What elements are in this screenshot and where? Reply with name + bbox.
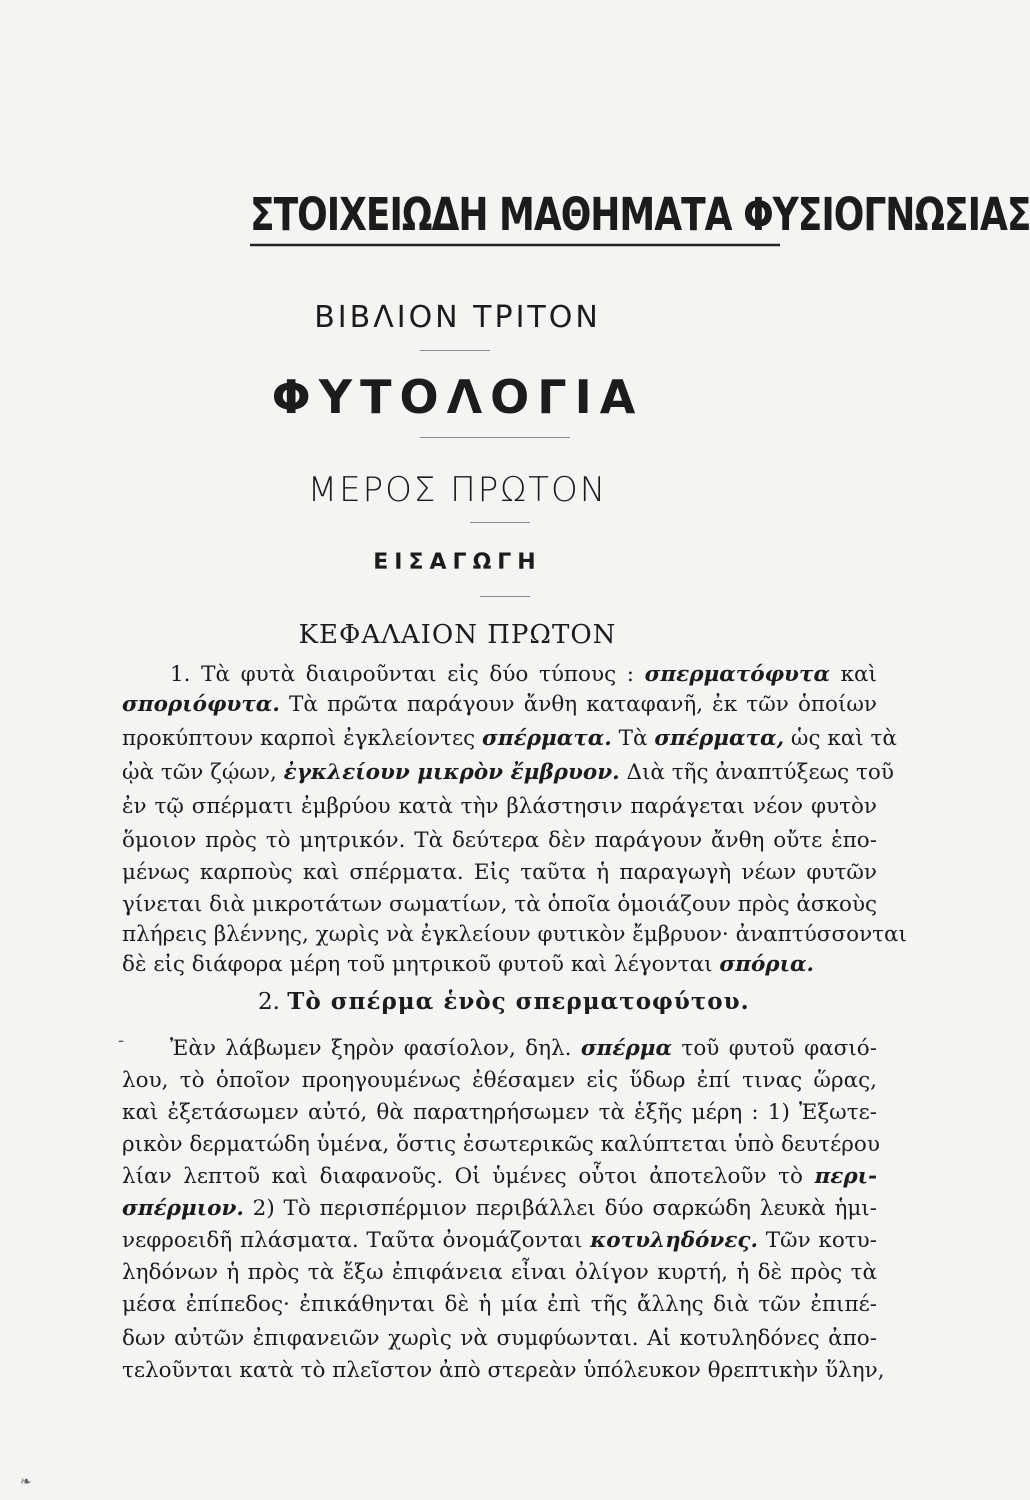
divider-rule: [420, 350, 490, 351]
ink-blot-icon: ❧: [20, 1474, 32, 1490]
main-title: ΣΤΟΙΧΕΙΩΔΗ ΜΑΘΗΜΑΤΑ ΦΥΣΙΟΓΝΩΣΙΑΣ: [250, 190, 780, 246]
part-title: ΜΕΡΟΣ ΠΡΩΤΟΝ: [307, 470, 608, 510]
book-label: ΒΙΒΛΙΟΝ ΤΡΙΤΟΝ: [314, 300, 601, 335]
paragraph-line: Ἐὰν λάβωμεν ξηρὸν φασίολον, δηλ. σπέρμα τοῦ φυτοῦ φασιό-: [170, 1036, 877, 1061]
paragraph-line: δὲ εἰς διάφορα μέρη τοῦ μητρικοῦ φυτοῦ καὶ λέγονται σπόρια.: [122, 952, 815, 977]
paragraph-line: ὅμοιον πρὸς τὸ μητρικόν. Τὰ δεύτερα δὲν παράγουν ἄνθη οὔτε ἑπο-: [122, 828, 877, 853]
divider-rule: [420, 437, 570, 438]
paragraph-line: μένως καρποὺς καὶ σπέρματα. Εἰς ταῦτα ἡ παραγωγὴ νέων φυτῶν: [122, 860, 877, 885]
margin-dash: -: [118, 1030, 125, 1051]
paragraph-line: τελοῦνται κατὰ τὸ πλεῖστον ἀπὸ στερεὰν ὑπόλευκον θρεπτικὴν ὕλην,: [122, 1358, 885, 1383]
paragraph-line: γίνεται διὰ μικροτάτων σωματίων, τὰ ὁποῖα ὁμοιάζουν πρὸς ἀσκοὺς: [122, 892, 878, 917]
paragraph-line: σπέρμιον. 2) Τὸ περισπέρμιον περιβάλλει δύο σαρκώδη λευκὰ ἡμι-: [122, 1196, 877, 1221]
divider-rule: [480, 596, 530, 597]
paragraph-line: 1. Τὰ φυτὰ διαιροῦνται εἰς δύο τύπους : σπερματόφυτα καὶ: [170, 662, 877, 687]
paragraph-line: ρικὸν δερματώδη ὑμένα, ὅστις ἐσωτερικῶς καλύπτεται ὑπὸ δευτέρου: [122, 1132, 880, 1157]
paragraph-line: λίαν λεπτοῦ καὶ διαφανοῦς. Οἱ ὑμένες οὗτοι ἀποτελοῦν τὸ περι-: [122, 1164, 877, 1189]
paragraph-line: μέσα ἐπίπεδος· ἐπικάθηνται δὲ ἡ μία ἐπὶ τῆς ἄλλης διὰ τῶν ἐπιπέ-: [122, 1292, 877, 1317]
paragraph-line: λου, τὸ ὁποῖον προηγουμένως ἐθέσαμεν εἰς ὕδωρ ἐπί τινας ὥρας,: [122, 1068, 877, 1093]
divider-rule: [470, 522, 530, 523]
paragraph-line: προκύπτουν καρποὶ ἐγκλείοντες σπέρματα. Τὰ σπέρματα, ὡς καὶ τὰ: [122, 726, 897, 751]
chapter-heading: ΚΕΦΑΛΑΙΟΝ ΠΡΩΤΟΝ: [298, 620, 617, 650]
paragraph-line: νεφροειδῆ πλάσματα. Ταῦτα ὀνομάζονται κοτυληδόνες. Τῶν κοτυ-: [122, 1228, 877, 1253]
paragraph-line: σποριόφυτα. Τὰ πρῶτα παράγουν ἄνθη καταφανῆ, ἐκ τῶν ὁποίων: [122, 692, 877, 717]
section-title: Τὸ σπέρμα ἑνὸς σπερματοφύτου.: [287, 988, 750, 1015]
introduction-heading: ΕΙΣΑΓΩΓΗ: [373, 550, 542, 575]
paragraph-line: ἐν τῷ σπέρματι ἐμβρύου κατὰ τὴν βλάστησιν παράγεται νέον φυτὸν: [122, 794, 877, 819]
paragraph-line: ληδόνων ἡ πρὸς τὰ ἔξω ἐπιφάνεια εἶναι ὀλίγον κυρτή, ἡ δὲ πρὸς τὰ: [122, 1260, 877, 1285]
paragraph-line: πλήρεις βλέννης, χωρὶς νὰ ἐγκλείουν φυτικὸν ἔμβρυον· ἀναπτύσσονται: [122, 922, 907, 947]
paragraph-line: ᾠὰ τῶν ζῴων, ἐγκλείουν μικρὸν ἔμβρυον. Διὰ τῆς ἀναπτύξεως τοῦ: [122, 760, 894, 785]
section-number: 2.: [258, 989, 280, 1015]
paragraph-line: καὶ ἐξετάσωμεν αὐτό, θὰ παρατηρήσωμεν τὰ ἑξῆς μέρη : 1) Ἐξωτε-: [122, 1100, 877, 1125]
section-heading: [258, 988, 750, 1015]
subject-title: ΦΥΤΟΛΟΓΙΑ: [271, 370, 644, 424]
paragraph-line: δων αὐτῶν ἐπιφανειῶν χωρὶς νὰ συμφύωνται. Αἱ κοτυληδόνες ἀπο-: [122, 1326, 877, 1351]
